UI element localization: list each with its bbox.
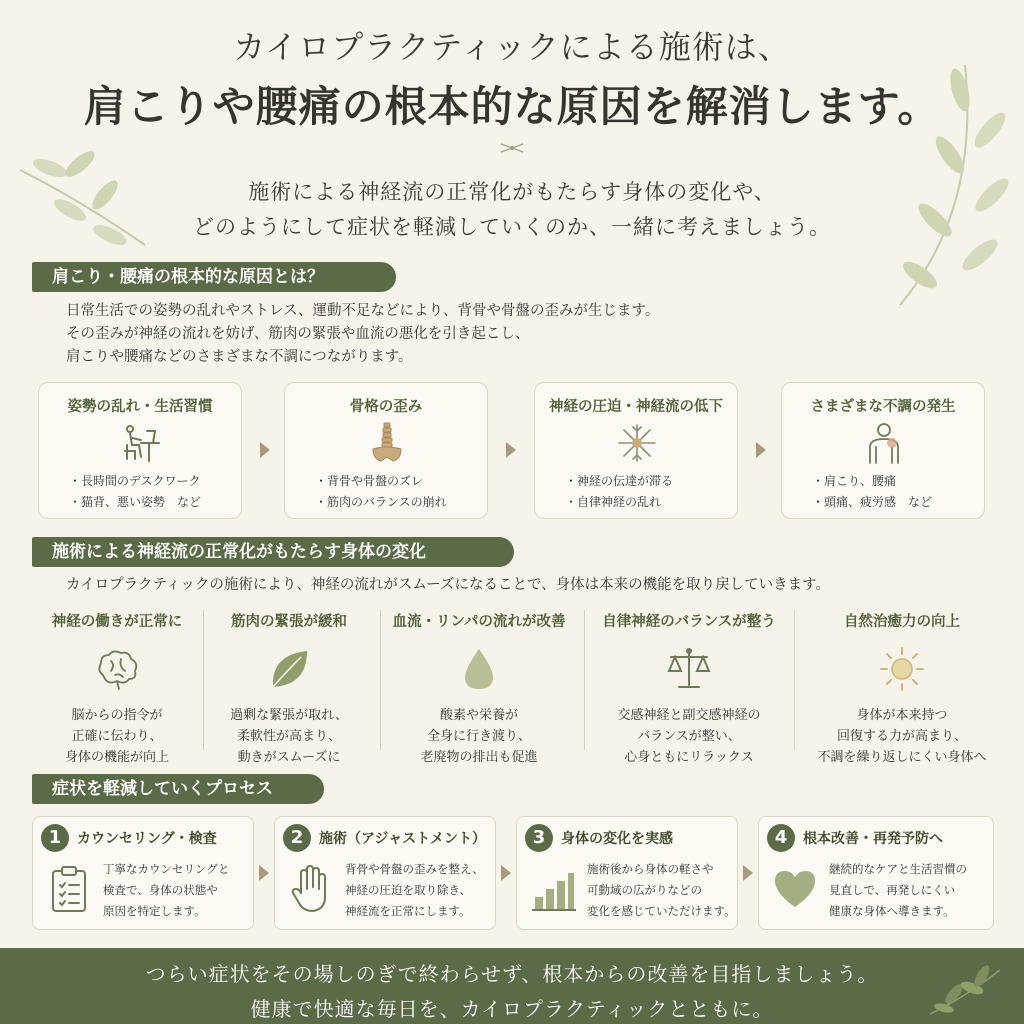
step-card-1 [32,816,254,930]
hand-icon [287,863,335,915]
step-desc-line: 神経の圧迫を取り除き、 [345,883,472,897]
footer-line-1: つらい症状をその場しのぎで終わらせず、根本からの改善を目指しましょう。 [145,962,879,986]
footer-leaf-icon [924,962,1004,1018]
causes-intro [66,300,659,369]
effect-nerve [22,606,212,765]
cause-bullet: ・長時間のデスクワーク [69,474,201,488]
section-heading-process: 症状を軽減していくプロセス [32,774,324,804]
step-card-3 [516,816,738,930]
bar-chart-icon [529,863,577,915]
section-heading-effects: 施術による神経流の正常化がもたらす身体の変化 [32,537,514,567]
arrow-right-icon [756,442,766,458]
desk-work-icon [119,421,163,465]
effect-healing [802,606,1002,765]
effect-desc-line: 身体が本来持つ [856,708,948,723]
cause-bullet: ・肩こり、腰痛 [812,474,897,488]
clipboard-icon [45,863,93,915]
scale-icon [665,645,713,693]
cause-bullet: ・筋肉のバランスの崩れ [315,495,447,509]
cause-bullet: ・猫背、悪い姿勢 など [69,495,202,509]
effect-desc-line: 全身に行き渡り、 [426,729,531,744]
leaf-icon [265,645,313,693]
step-desc-line: 可動域の広がりなどの [587,883,702,897]
step-card-2 [274,816,496,930]
effect-title: 自然治癒力の向上 [844,614,960,630]
sun-icon [878,645,926,693]
spine-icon [365,421,409,465]
effect-desc-line: 回復する力が高まり、 [836,729,967,744]
nerve-icon [615,421,659,465]
step-desc-line: 健康な身体へ導きます。 [829,904,955,918]
cause-card-symptoms [781,382,985,519]
step-desc-line: 見直しで、再発しにくい [829,883,956,897]
brain-icon [93,645,141,693]
effect-desc-line: 柔軟性が高まり、 [236,729,341,744]
cause-bullet: ・頭痛、疲労感 など [812,495,933,509]
effect-desc-line: 老廃物の排出も促進 [420,750,538,765]
step-card-4 [758,816,994,930]
step-desc-line: 変化を感じていただけます。 [587,904,736,918]
effect-muscle [194,606,384,765]
title-line-2: 肩こりや腰痛の根本的な原因を解消します。 [83,82,941,131]
heart-icon [771,863,819,915]
effect-title: 神経の働きが正常に [51,614,183,630]
title-line-1: カイロプラクティックによる施術は、 [233,28,791,66]
effect-title: 自律神経のバランスが整う [602,614,776,630]
arrow-right-icon [506,442,516,458]
effect-autonomic [594,606,784,765]
effect-blood-flow [384,606,574,765]
effect-desc-line: 心身ともにリラックス [624,750,754,765]
step-title: 身体の変化を実感 [561,831,673,847]
effects-intro: カイロプラクティックの施術により、神経の流れがスムーズになることで、身体は本来の機能を取り戻していきます。 [66,577,831,593]
step-desc-line: 背骨や骨盤の歪みを整え、 [345,862,484,876]
step-desc-line: 施術後から身体の軽さや [587,862,714,876]
section-heading-causes: 肩こり・腰痛の根本的な原因とは？ [32,262,396,292]
subtitle-line-1: 施術による神経流の正常化がもたらす身体の変化や、 [248,180,776,204]
effect-desc-line: 脳からの指令が [71,708,163,723]
cause-card-nerve [534,382,738,519]
step-desc-line: 神経流を正常にします。 [345,904,471,918]
cause-card-posture [38,382,242,519]
effect-desc-line: バランスが整い、 [637,729,741,744]
step-desc-line: 検査で、身体の状態や [103,883,218,897]
effect-desc-line: 正確に伝わり、 [71,729,163,744]
cause-card-title: 神経の圧迫・神経流の低下 [549,399,723,415]
causes-intro-line: 肩こりや腰痛などのさまざまな不調につながります。 [66,349,413,365]
cause-bullet: ・神経の伝達が滞る [565,474,674,488]
step-number: 1 [41,824,69,852]
arrow-right-icon [259,865,269,881]
effect-desc-line: 動きがスムーズに [237,750,341,765]
effect-desc-line: 身体の機能が向上 [64,750,169,765]
cause-card-skeleton [284,382,488,519]
step-desc-line: 丁寧なカウンセリングと [103,862,230,876]
column-divider [380,610,381,750]
step-number: 2 [283,824,311,852]
step-title: カウンセリング・検査 [77,831,217,847]
footer-line-2: 健康で快適な毎日を、カイロプラクティックとともに。 [250,997,774,1021]
arrow-right-icon [260,442,270,458]
arrow-right-icon [743,865,753,881]
arrow-right-icon [501,865,511,881]
column-divider [794,610,795,750]
effect-desc-line: 交感神経と副交感神経の [617,708,761,723]
step-desc-line: 継続的なケアと生活習慣の [829,862,967,876]
effect-title: 血流・リンパの流れが改善 [392,614,566,630]
step-number: 4 [767,824,795,852]
step-number: 3 [525,824,553,852]
drop-icon [455,645,503,693]
cause-card-title: さまざまな不調の発生 [810,399,956,415]
effect-desc-line: 不調を繰り返しにくい身体へ [817,750,987,765]
step-title: 根本改善・再発予防へ [803,831,943,847]
cause-card-title: 姿勢の乱れ・生活習慣 [67,399,213,415]
shoulder-pain-icon [862,421,906,465]
effect-desc-line: 過剰な緊張が取れ、 [230,708,348,723]
step-desc-line: 原因を特定します。 [103,904,206,918]
effect-desc-line: 酸素や栄養が [439,708,518,723]
ornament-icon [497,138,527,158]
causes-intro-line: 日常生活での姿勢の乱れやストレス、運動不足などにより、背骨や骨盤の歪みが生じます。 [66,303,660,319]
column-divider [584,610,585,750]
cause-card-title: 骨格の歪み [349,399,423,415]
effect-title: 筋肉の緊張が緩和 [231,614,347,630]
subtitle-line-2: どのようにして症状を軽減していくのか、一緒に考えましょう。 [193,215,831,239]
causes-intro-line: その歪みが神経の流れを妨げ、筋肉の緊張や血流の悪化を引き起こし、 [66,326,530,342]
cause-bullet: ・背骨や骨盤のズレ [315,474,424,488]
footer-banner [0,948,1024,1024]
cause-bullet: ・自律神経の乱れ [565,495,662,509]
step-title: 施術（アジャストメント） [319,831,487,847]
